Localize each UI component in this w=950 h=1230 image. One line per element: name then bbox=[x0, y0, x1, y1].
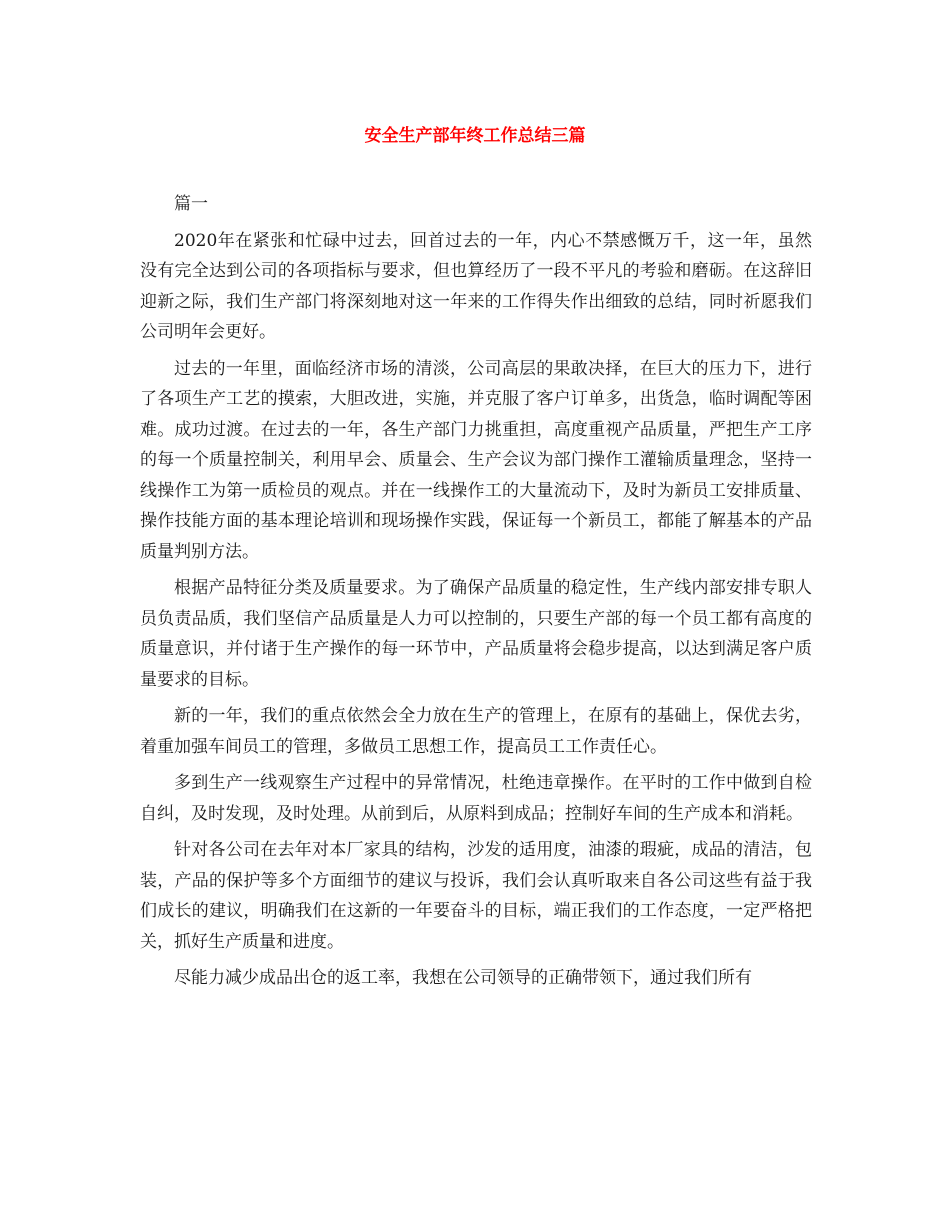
paragraph: 过去的一年里，面临经济市场的清淡，公司高层的果敢决择，在巨大的压力下，进行了各项生产工艺的摸索，大胆改进，实施，并克服了客户订单多，出货急，临时调配等困难。成功过渡。在过去的一年，各生产部门力挑重担，高度重视产品质量，严把生产工序的每一个质量控制关，利用早会、质量会、生产会议为部门操作工灌输质量理念，坚持一线操作工为第一质检员的观点。并在一线操作工的大量流动下，及时为新员工安排质量、操作技能方面的基本理论培训和现场操作实践，保证每一个新员工，都能了解基本的产品质量判别方法。 bbox=[140, 358, 812, 562]
document-body bbox=[140, 189, 812, 1000]
paragraph: 2020年在紧张和忙碌中过去，回首过去的一年，内心不禁感慨万千，这一年，虽然没有完全达到公司的各项指标与要求，但也算经历了一段不平凡的考验和磨砺。在这辞旧迎新之际，我们生产部门将深刻地对这一年来的工作得失作出细致的总结，同时祈愿我们公司明年会更好。 bbox=[140, 230, 812, 342]
paragraph: 尽能力减少成品出仓的返工率，我想在公司领导的正确带领下，通过我们所有 bbox=[174, 968, 752, 988]
paragraph: 多到生产一线观察生产过程中的异常情况，杜绝违章操作。在平时的工作中做到自检自纠，及时发现，及时处理。从前到后，从原料到成品；控制好车间的生产成本和消耗。 bbox=[140, 773, 812, 824]
paragraph: 根据产品特征分类及质量要求。为了确保产品质量的稳定性，生产线内部安排专职人员负责品质，我们坚信产品质量是人力可以控制的，只要生产部的每一个员工都有高度的质量意识，并付诸于生产操作的每一环节中，产品质量将会稳步提高，以达到满足客户质量要求的目标。 bbox=[140, 578, 812, 690]
document-title: 安全生产部年终工作总结三篇 bbox=[364, 126, 586, 146]
section-heading: 篇一 bbox=[174, 194, 208, 214]
paragraph: 针对各公司在去年对本厂家具的结构，沙发的适用度，油漆的瑕疵，成品的清洁，包装，产品的保护等多个方面细节的建议与投诉，我们会认真听取来自各公司这些有益于我们成长的建议，明确我们在这新的一年要奋斗的目标，端正我们的工作态度，一定严格把关，抓好生产质量和进度。 bbox=[140, 840, 812, 952]
paragraph: 新的一年，我们的重点依然会全力放在生产的管理上，在原有的基础上，保优去劣，着重加强车间员工的管理，多做员工思想工作，提高员工工作责任心。 bbox=[140, 706, 812, 757]
